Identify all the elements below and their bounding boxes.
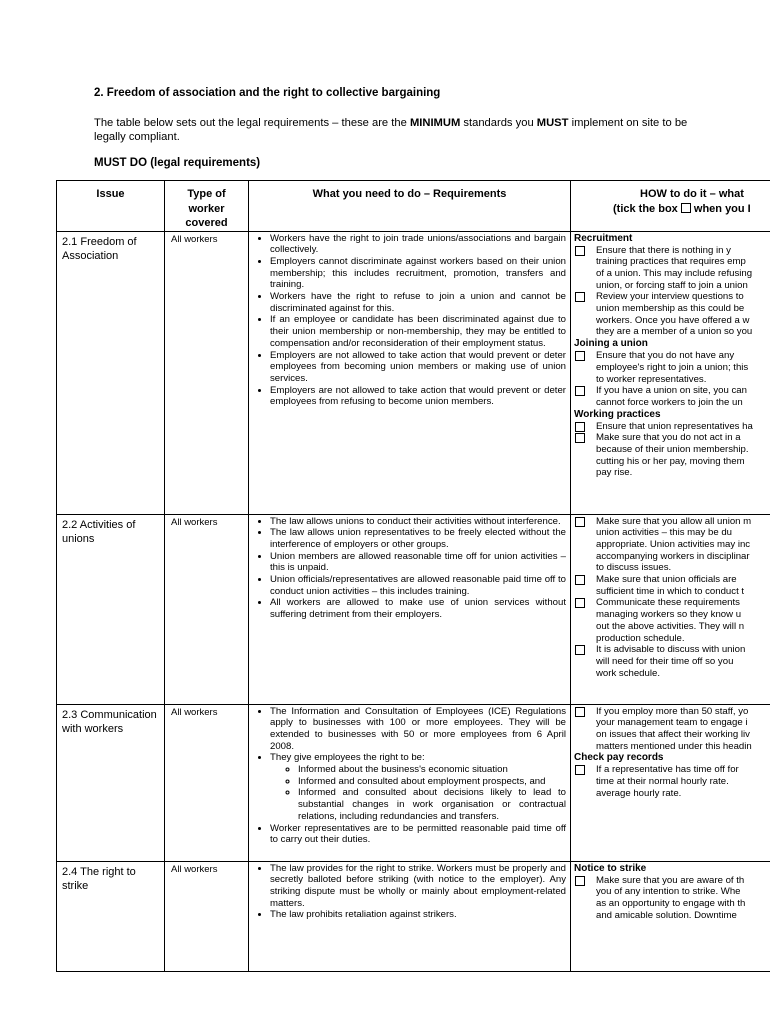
worker-type-cell: All workers [165,704,249,861]
issue-cell: 2.4 The right to strike [57,861,165,971]
checklist-item [574,432,770,479]
sub-item: ◦ Informed and consulted about employment prospects, and [298,776,566,788]
checklist-line: appropriate. Union activities may inc [596,538,751,550]
sub-item: ◦ Informed about the business's economic situation [298,764,566,776]
checklist-line: on issues that affect their working liv [596,728,750,740]
checklist-item [574,875,770,922]
checklist-line: If you have a union on site, you can [596,385,747,397]
checklist-line: training practices that requires emp [596,256,746,268]
checkbox-icon[interactable] [575,598,585,608]
checklist-line: matters mentioned under this headin [596,740,752,752]
requirements-list [252,516,566,621]
checklist-line: average hourly rate. [596,787,682,799]
header-how-text-2: when you I [690,202,751,215]
checklist-item [574,385,770,408]
checklist-line: they are a member of a union so you [596,326,753,338]
checkbox-icon[interactable] [575,292,585,302]
requirements-cell [249,704,571,861]
checklist-line: It is advisable to discuss with union [596,644,746,656]
checklist-line: cannot force workers to join the un [596,396,743,408]
requirement-item: • Employers cannot discriminate against workers based on their union membership; this includes recruitment, promotion, transfers and training. [270,256,566,291]
header-how-line2 [571,202,770,217]
checklist-line: workers. Once you have offered a w [596,314,750,326]
checklist-line: will need for their time off so you [596,655,734,667]
checklist-line: managing workers so they know u [596,609,742,621]
requirement-item: • The law prohibits retaliation against strikers. [270,909,566,921]
checklist-line: union membership as this could be [596,303,745,315]
checklist-line: Make sure that union officials are [596,574,737,586]
sub-item: ◦ Informed and consulted about decisions likely to lead to substantial changes in work organisation or contractual relations, including redundancies and transfers. [298,787,566,822]
checklist-line: cutting his or her pay, moving them [596,455,745,467]
how-section-title: Recruitment [574,232,633,244]
intro-bold-minimum: MINIMUM [409,117,461,129]
requirement-item: • Workers have the right to join trade unions/associations and bargain collectively. [270,233,566,256]
checklist-line: work schedule. [596,667,660,679]
requirement-item: • The law allows union representatives to be freely elected without the interference of employers or other groups. [270,527,566,550]
table-row [57,514,770,704]
checklist-line: Make sure that you do not act in a [596,432,741,444]
header-type: Type of worker covered [165,181,249,232]
checklist-line: to discuss issues. [596,562,672,574]
requirements-cell [249,861,571,971]
checkbox-icon[interactable] [575,707,585,717]
checklist-line: union, or forcing staff to join a union [596,279,748,291]
checklist-line: Make sure that you allow all union m [596,515,752,527]
how-cell [571,704,770,861]
header-how [571,181,770,232]
worker-type-cell: All workers [165,514,249,704]
checklist-item [574,597,770,644]
how-cell [571,514,770,704]
checklist-line: Review your interview questions to [596,291,744,303]
table-row [57,231,770,514]
checklist-line: If you employ more than 50 staff, yo [596,705,749,717]
checkbox-icon[interactable] [575,575,585,585]
how-cell [571,861,770,971]
intro-text-1: The table below sets out the legal requirements – these are the [94,117,410,129]
checkbox-icon [681,203,691,213]
requirement-item: • Employers are not allowed to take action that would prevent or deter employees from becoming union members or making use of union services. [270,350,566,385]
checkbox-icon[interactable] [575,645,585,655]
checklist-item [574,644,770,679]
checkbox-icon[interactable] [575,517,585,527]
checklist-item [574,291,770,338]
checklist-line: as an opportunity to engage with th [596,897,746,909]
checklist-line: production schedule. [596,632,685,644]
checklist-line: employee's right to join a union; this [596,361,749,373]
must-do-heading: MUST DO (legal requirements) [94,157,261,169]
requirements-cell [249,514,571,704]
requirement-item: • All workers are allowed to make use of union services without suffering detriment from their employers. [270,597,566,620]
issue-cell: 2.3 Communication with workers [57,704,165,861]
checklist-item [574,516,770,575]
table-header-row [57,181,770,232]
sub-list [270,764,566,823]
checkbox-icon[interactable] [575,876,585,886]
checklist-item [574,350,770,385]
intro-text-2: standards you [460,117,537,129]
checklist-item [574,421,770,433]
checklist-line: time at their normal hourly rate. [596,776,729,788]
requirement-item: • Union members are allowed reasonable time off for union activities – this is unpaid. [270,551,566,574]
checkbox-icon[interactable] [575,351,585,361]
how-section-title: Working practices [574,408,661,420]
checklist-line: Communicate these requirements [596,597,740,609]
worker-type-cell: All workers [165,861,249,971]
header-how-text: (tick the box [613,202,681,215]
worker-type-cell: All workers [165,231,249,514]
table-row [57,704,770,861]
requirement-item: • The law provides for the right to strike. Workers must be properly and secretly balloted before striking (with notice to the employer). Any striking dispute must be wholly or mainly about employment-related matters. [270,863,566,910]
checklist-line: Ensure that union representatives ha [596,420,753,432]
checklist-line: out the above activities. They will n [596,620,745,632]
intro-text-3: implement on site to be legally compliant. [94,117,688,143]
checklist-line: to worker representatives. [596,373,707,385]
checklist-line: accompanying workers in disciplinar [596,550,750,562]
checklist-line: Make sure that you are aware of th [596,874,745,886]
requirements-list [252,233,566,409]
how-section-title: Notice to strike [574,862,647,874]
requirement-item: • Worker representatives are to be permitted reasonable paid time off to carry out their duties. [270,823,566,846]
requirement-item: • The Information and Consultation of Employees (ICE) Regulations apply to businesses with 100 or more employees. They will be extended to businesses with 50 or more employees from 6 April 2008. [270,706,566,753]
requirement-item: • Workers have the right to refuse to join a union and cannot be discriminated against for this. [270,291,566,314]
requirement-item: • The law allows unions to conduct their activities without interference. [270,516,566,528]
requirement-item: • If an employee or candidate has been discriminated against due to their union membership or non-membership, they may be entitled to compensation and/or reconsideration of their employment status. [270,314,566,349]
issue-cell: 2.1 Freedom of Association [57,231,165,514]
intro-paragraph [94,116,694,144]
checklist-line: sufficient time in which to conduct t [596,585,745,597]
requirement-item: • Employers are not allowed to take action that would prevent or deter employees from refusing to become union members. [270,385,566,408]
requirements-list [252,863,566,922]
how-section-title: Joining a union [574,338,648,350]
checkbox-icon[interactable] [575,386,585,396]
checklist-item [574,245,770,292]
requirement-item: • They give employees the right to be: ◦ Informed about the business's economic situation ◦ Informed and consulted about employment prospects, and ◦ Informed and consulted about decisions likely to lead to substantial changes in work organisation or contractual relations, including redundancies and transfers. [270,752,566,822]
how-section-title: Check pay records [574,752,664,764]
header-requirements: What you need to do – Requirements [249,181,571,232]
checklist-line: of a union. This may include refusing [596,267,753,279]
checklist-line: you of any intention to strike. Whe [596,886,741,898]
section-heading: 2. Freedom of association and the right to collective bargaining [94,87,441,99]
checklist-line: because of their union membership. [596,444,749,456]
checklist-item [574,574,770,597]
checklist-line: If a representative has time off for [596,764,739,776]
checklist-line: pay rise. [596,467,633,479]
checkbox-icon[interactable] [575,765,585,775]
checkbox-icon[interactable] [575,433,585,443]
requirements-list [252,706,566,846]
checklist-item [574,764,770,799]
table-row [57,861,770,971]
checklist-item [574,706,770,753]
requirements-cell [249,231,571,514]
checkbox-icon[interactable] [575,422,585,432]
requirements-table [56,180,770,972]
header-issue: Issue [57,181,165,232]
requirement-item: • Union officials/representatives are allowed reasonable paid time off to conduct union activities – this includes training. [270,574,566,597]
checkbox-icon[interactable] [575,246,585,256]
how-cell [571,231,770,514]
checklist-line: Ensure that there is nothing in y [596,244,731,256]
issue-cell: 2.2 Activities of unions [57,514,165,704]
checklist-line: and amicable solution. Downtime [596,909,737,921]
header-how-line1: HOW to do it – what [640,188,744,200]
checklist-line: union activities – this may be du [596,527,732,539]
intro-bold-must: MUST [536,117,569,129]
checklist-line: Ensure that you do not have any [596,350,735,362]
checklist-line: your management team to engage i [596,717,748,729]
